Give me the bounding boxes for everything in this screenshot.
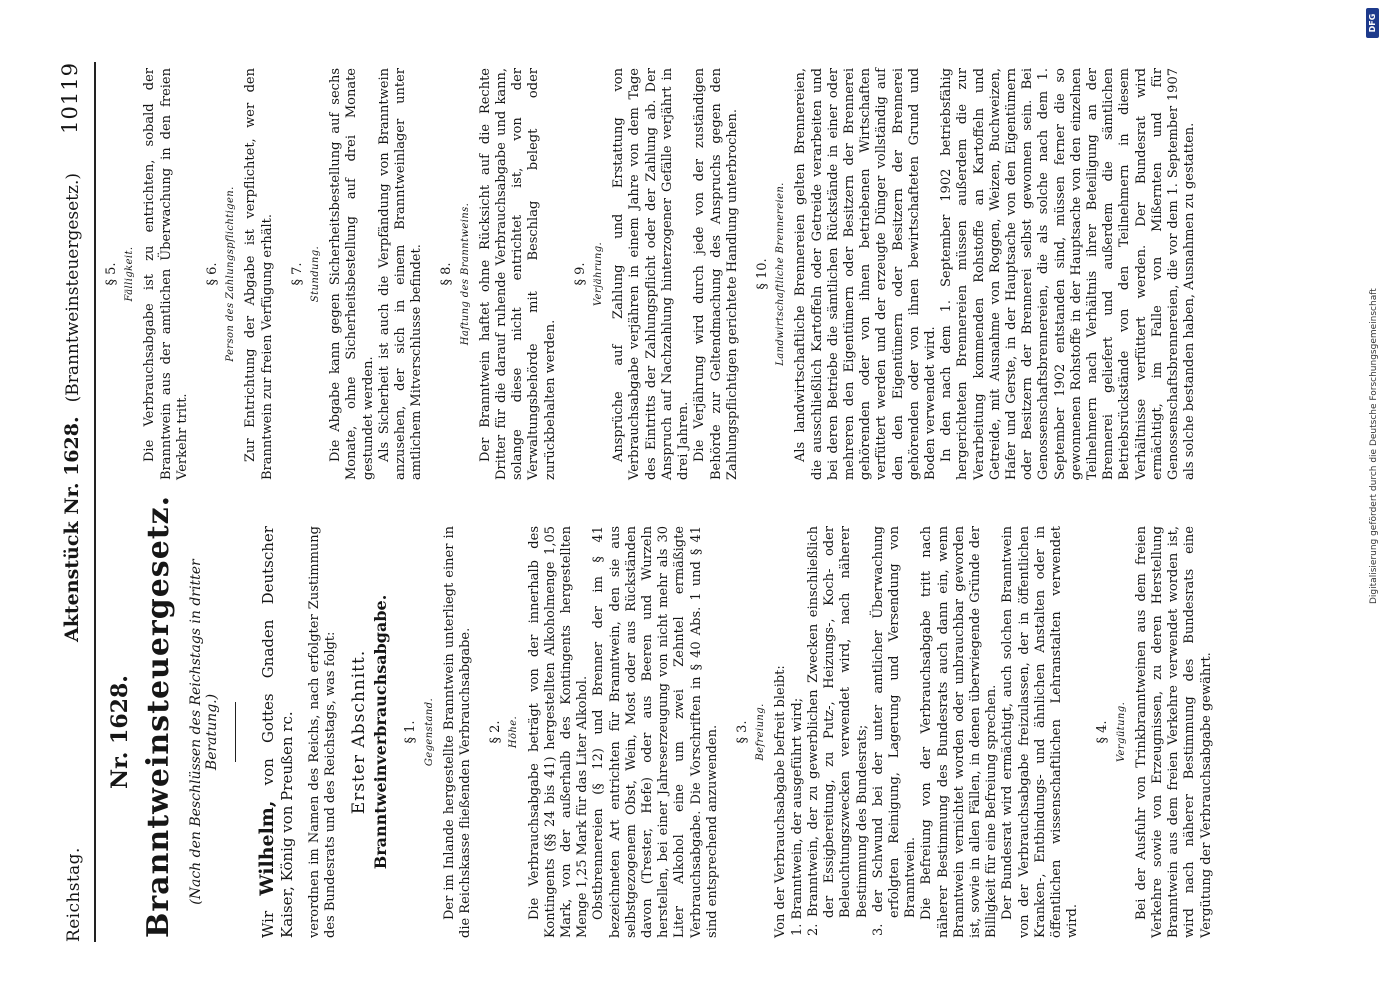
paragraph-8-label: Haftung des Branntweins. xyxy=(459,202,471,346)
page-number: 10119 xyxy=(58,62,82,134)
paragraph-5-text: Die Verbrauchsabgabe ist zu entrichten, sobald der Branntwein aus der amtlichen Überwachung in den freien Verkehr tritt. xyxy=(142,68,190,480)
right-column xyxy=(102,68,1198,480)
header-aktenstueck: Aktenstück Nr. 1628. xyxy=(61,416,83,642)
dfg-logo-text: DFG xyxy=(1368,13,1377,33)
paragraph-1-text: Der im Inlande hergestellte Branntwein unterliegt einer in die Reichskasse fließenden Verbrauchsabgabe. xyxy=(441,526,474,938)
paragraph-3-text2: Der Bundesrat wird ermächtigt, auch solchen Branntwein von der Verbrauchsabgabe freizulassen, der in öffentlichen Kranken-, Entbindungs- und ähnlichen Anstalten oder in öffentlichen wissenschaftlichen Lehranstalten verwendet wird. xyxy=(1000,526,1081,938)
paragraph-7-text2: Als Sicherheit ist auch die Verpfändung von Branntwein anzusehen, der sich in einem Branntweinlager unter amtlichem Mitverschlusse befindet. xyxy=(376,68,425,480)
column-gutter xyxy=(102,502,1362,503)
running-head xyxy=(58,62,96,942)
part-heading: Branntweinverbrauchsabgabe. xyxy=(371,594,391,870)
preamble-name: Wilhelm, xyxy=(255,800,278,896)
paragraph-6-number: § 6. xyxy=(205,262,221,286)
paragraph-5-label: Fälligkeit. xyxy=(124,246,136,302)
paragraph-4-label: Vergütung. xyxy=(1115,701,1127,763)
paragraph-2-number: § 2. xyxy=(488,720,504,744)
preamble xyxy=(255,526,297,938)
paragraph-8-text: Der Branntwein haftet ohne Rücksicht auf die Rechte Dritter für die darauf ruhende Verbrauchsabgabe und kann, solange diese nicht entrichtet ist, von der Verwaltungsbehörde mit Beschlag belegt oder zurückbehalten werden. xyxy=(477,68,558,480)
document-number: Nr. 1628. xyxy=(107,675,133,789)
law-title: Branntweinsteuergesetz. xyxy=(141,494,177,938)
paragraph-3-intro: Von der Verbrauchsabgabe befreit bleibt: xyxy=(773,665,789,938)
preamble-prefix: Wir xyxy=(258,910,277,938)
credit-text: Digitalisierung gefördert durch die Deutsche Forschungsgemeinschaft xyxy=(1369,288,1379,604)
paragraph-3-item-2: 2. Branntwein, der zu gewerblichen Zwecken einschließlich der Essigbereitung, zu Putz-, Heizungs-, Koch- oder Beleuchtungszwecken verwendet wird, nach näherer Bestimmung des Bundesrats; xyxy=(805,526,870,936)
paragraph-2-text2: Obstbrennereien (§ 12) und Brenner der im § 41 bezeichneten Art entrichten für Branntwein, den sie aus selbstgezogenem Obst, Wein, Most oder aus Rückständen davon (Trester, Hefe) oder aus Beeren und Wurzeln herstellen, bei einer Jahreserzeugung von nicht mehr als 30 Liter Alkohol eine um zwei Zehntel ermäßigte Verbrauchsabgabe. Die Vorschriften in § 40 Abs. 1 und § 41 sind entsprechend anzuwenden. xyxy=(591,526,720,938)
paragraph-10-number: § 10. xyxy=(754,258,770,290)
running-head-left xyxy=(66,833,82,942)
paragraph-1-label: Gegenstand. xyxy=(423,697,435,767)
paragraph-3-item-1: 1. Branntwein, der ausgeführt wird; xyxy=(789,697,805,936)
paragraph-4-text: Bei der Ausfuhr von Trinkbranntweinen aus dem freien Verkehre sowie von Erzeugnissen, zu deren Herstellung Branntwein aus dem freien Verkehre verwendet worden ist, wird nach näherer Bestimmung des Bundesrats eine Vergütung der Verbrauchsabgabe gewährt. xyxy=(1133,526,1214,938)
paragraph-8-number: § 8. xyxy=(439,262,455,286)
preamble-line2: verordnen im Namen des Reichs, nach erfolgter Zustimmung des Bundesrats und des Reichstags, was folgt: xyxy=(306,526,338,938)
paragraph-3-item-3: 3. der Schwund bei der unter amtlicher Überwachung erfolgten Reinigung, Lagerung und Versendung von Branntwein. xyxy=(870,526,919,936)
paragraph-9-text2: Die Verjährung wird durch jede von der zuständigen Behörde zur Geltendmachung des Anspruchs gegen den Zahlungspflichtigen gerichtete Handlung unterbrochen. xyxy=(692,68,740,480)
paragraph-10-text2: In den nach dem 1. September 1902 betriebsfähig hergerichteten Brennereien müssen außerdem die zur Verarbeitung kommenden Rohstoffe an Kartoffeln und Getreide, mit Ausnahme von Roggen, Weizen, Buchweizen, Hafer und Gerste, in der Hauptsache von den Eigentümern oder Besitzern der Brennerei selbst gewonnen sein. Bei Genossenschaftsbrennereien, die als solche nach dem 1. September 1902 entstanden sind, müssen ferner die so gewonnenen Rohstoffe in der Hauptsache von den einzelnen Teilnehmern nach Verhältnis ihrer Beteiligung an der Brennerei geliefert und außerdem die sämtlichen Betriebsrückstände von den Teilnehmern in diesem Verhältnisse verfüttert werden. Der Bundesrat wird ermächtigt, im Falle von Mißernten und für Genossenschaftsbrennereien, die vor dem 1. September 1907 als solche bestanden haben, Ausnahmen zu gestatten. xyxy=(939,68,1198,480)
paragraph-9-number: § 9. xyxy=(572,262,588,286)
paragraph-4-number: § 4. xyxy=(1095,720,1111,744)
paragraph-3-text1: Die Befreiung von der Verbrauchsabgabe tritt nach näherer Bestimmung des Bundesrats auch dann ein, wenn Branntwein vernichtet worden oder unbrauchbar geworden ist, sowie in allen Fällen, in denen überwiegende Gründe der Billigkeit für eine Befreiung sprechen. xyxy=(919,526,1000,938)
section-heading: Erster Abschnitt. xyxy=(349,649,370,815)
paragraph-10-text1: Als landwirtschaftliche Brennereien gelten Brennereien, die ausschließlich Kartoffeln oder Getreide verarbeiten und bei deren Betriebe die sämtlichen Rückstände in einer oder mehreren den Eigentümern oder Besitzern der Brennerei gehörenden oder von ihnen betriebenen Wirtschaften verfüttert werden und der erzeugte Dünger vollständig auf den den Eigentümern oder Besitzern der Brennerei gehörenden oder von ihnen bewirtschafteten Grund und Boden verwendet wird. xyxy=(793,68,938,480)
header-reichstag: Reichstag. xyxy=(64,847,84,942)
paragraph-3-label: Befreiung. xyxy=(755,703,767,761)
paragraph-7-number: § 7. xyxy=(289,262,305,286)
paragraph-7-text1: Die Abgabe kann gegen Sicherheitsbestellung auf sechs Monate, ohne Sicherheitsbestellung auf drei Monate gestundet werden. xyxy=(328,68,376,480)
preamble-line1: von Gottes Gnaden Deutscher Kaiser, König von Preußen rc. xyxy=(258,526,296,938)
paragraph-1-number: § 1. xyxy=(403,720,419,744)
dfg-logo xyxy=(1366,8,1379,38)
paragraph-10-label: Landwirtschaftliche Brennereien. xyxy=(775,182,787,366)
paragraph-6-label: Person des Zahlungspflichtigen. xyxy=(225,186,237,362)
paragraph-6-text: Zur Entrichtung der Abgabe ist verpflichtet, wer den Branntwein zur freien Verfügung erhält. xyxy=(243,68,275,480)
left-column xyxy=(102,494,1215,938)
paragraph-5-number: § 5. xyxy=(104,262,119,286)
paragraph-7-label: Stundung. xyxy=(310,245,322,303)
header-law-short: (Branntweinsteuergesetz.) xyxy=(63,172,83,403)
running-head-center xyxy=(61,159,83,642)
law-subtitle: (Nach den Beschlüssen des Reichstags in dritter Beratung.) xyxy=(188,559,221,905)
paragraph-9-text1: Ansprüche auf Zahlung und Erstattung von Verbrauchsabgabe verjähren in einem Jahre von dem Tage des Eintritts der Zahlungspflicht oder der Zahlung ab. Der Anspruch auf Nachzahlung hinterzogener Gefälle verjährt in drei Jahren. xyxy=(611,68,692,480)
paragraph-3-number: § 3. xyxy=(735,720,751,744)
divider xyxy=(235,702,236,762)
paragraph-2-label: Höhe. xyxy=(508,715,520,749)
paragraph-2-text1: Die Verbrauchsabgabe beträgt von der innerhalb des Kontingents (§§ 24 bis 41) hergestellten Alkoholmenge 1,05 Mark, von der außerhalb des Kontingents hergestellten Menge 1,25 Mark für das Liter Alkohol. xyxy=(526,526,591,938)
paragraph-9-label: Verjährung. xyxy=(593,241,605,307)
